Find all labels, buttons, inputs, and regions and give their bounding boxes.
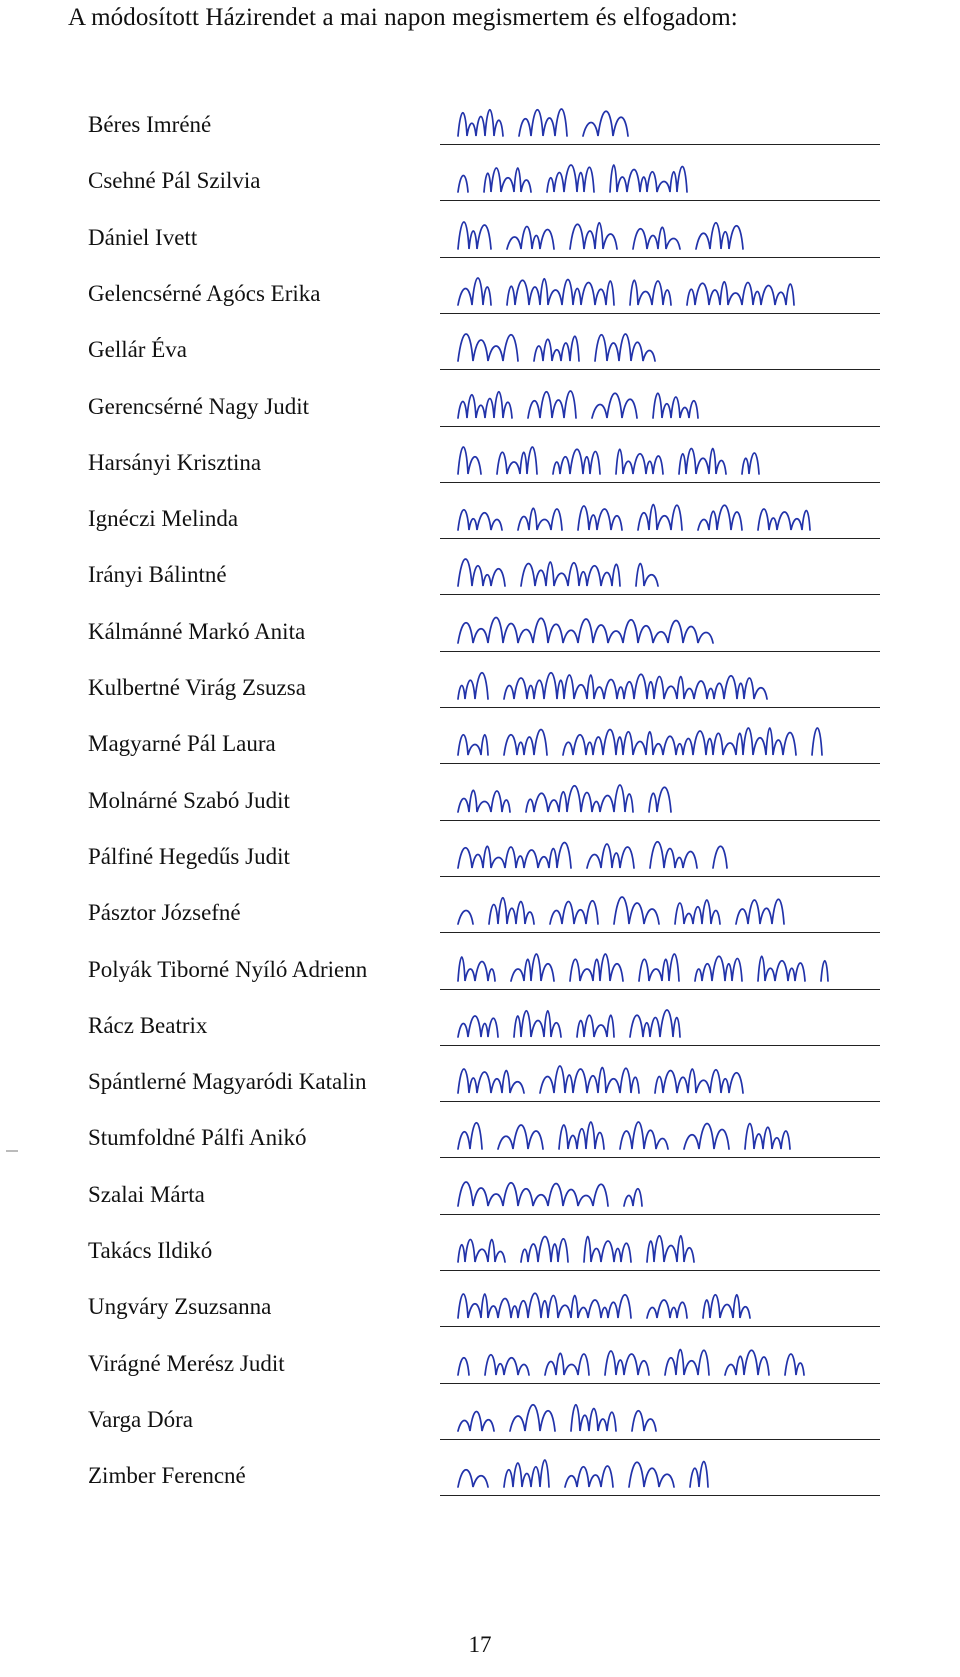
- signatory-name: Gerencsérné Nagy Judit: [88, 394, 309, 419]
- signature-row: [0, 1463, 960, 1521]
- signature-stroke: [458, 785, 671, 812]
- signatory-name: Pálfiné Hegedűs Judit: [88, 844, 290, 869]
- signatory-name: Spántlerné Magyaródi Katalin: [88, 1069, 367, 1094]
- signature-stroke: [458, 1350, 804, 1376]
- signature-line: [440, 313, 880, 314]
- signature-stroke: [458, 728, 822, 755]
- signatory-name: Ungváry Zsuzsanna: [88, 1294, 272, 1319]
- signatory-name: Varga Dóra: [88, 1407, 193, 1432]
- signature-line: [440, 538, 880, 539]
- signature-stroke: [458, 334, 655, 361]
- signature-line: [440, 1214, 880, 1215]
- signature-stroke: [458, 505, 826, 531]
- signature-stroke: [458, 1405, 656, 1431]
- signature-line: [440, 763, 880, 764]
- signature-line: [440, 426, 880, 427]
- document-heading: A módosított Házirendet a mai napon megismertem és elfogadom:: [68, 4, 738, 31]
- signatory-name: Rácz Beatrix: [88, 1013, 208, 1038]
- signature-line: [440, 1326, 880, 1327]
- signature-stroke: [458, 109, 644, 136]
- signature-line: [440, 651, 880, 652]
- signature-line: [440, 257, 880, 258]
- signature-stroke: [458, 897, 784, 924]
- signature-stroke: [458, 1460, 708, 1487]
- signature-stroke: [458, 1122, 806, 1149]
- signature-line: [440, 876, 880, 877]
- signatory-name: Polyák Tiborné Nyíló Adrienn: [88, 957, 368, 982]
- signature-line: [440, 707, 880, 708]
- signatory-name: Pásztor Józsefné: [88, 900, 241, 925]
- signature-stroke: [458, 1066, 743, 1093]
- signatory-name: Csehné Pál Szilvia: [88, 168, 261, 193]
- signature-stroke: [458, 954, 828, 981]
- signatory-name: Kulbertné Virág Zsuzsa: [88, 675, 306, 700]
- signature-line: [440, 989, 880, 990]
- signature-stroke: [458, 842, 727, 868]
- signatory-name: Harsányi Krisztina: [88, 450, 262, 475]
- signature-line: [440, 1439, 880, 1440]
- signature-line: [440, 1383, 880, 1384]
- signatory-name: Irányi Bálintné: [88, 562, 227, 587]
- signature-stroke: [458, 1293, 766, 1318]
- signature-stroke: [458, 618, 713, 644]
- signatory-name: Molnárné Szabó Judit: [88, 788, 290, 813]
- signature-line: [440, 594, 880, 595]
- signature-stroke: [458, 391, 714, 418]
- signature-stroke: [458, 1236, 694, 1262]
- signatory-name: Zimber Ferencné: [88, 1463, 246, 1488]
- signatory-name: Gelencsérné Agócs Erika: [88, 281, 321, 306]
- signature-line: [440, 1157, 880, 1158]
- signature-line: [440, 1101, 880, 1102]
- signature-line: [440, 820, 880, 821]
- signatory-name: Dániel Ivett: [88, 225, 198, 250]
- signatory-name: Ignéczi Melinda: [88, 506, 239, 531]
- signatory-name: Takács Ildikó: [88, 1238, 213, 1263]
- signatory-name: Béres Imréné: [88, 112, 212, 137]
- signature-stroke: [458, 447, 759, 474]
- signature-line: [440, 144, 880, 145]
- signature-line: [440, 369, 880, 370]
- signatory-name: Gellár Éva: [88, 337, 187, 362]
- signature-line: [440, 482, 880, 483]
- signature-stroke: [458, 559, 658, 586]
- signature-line: [440, 200, 880, 201]
- signature-line: [440, 1270, 880, 1271]
- signature-stroke: [458, 1010, 696, 1037]
- signature-line: [440, 932, 880, 933]
- page-number: 17: [468, 1632, 492, 1657]
- signature-stroke: [458, 278, 810, 305]
- signature-stroke: [458, 1182, 642, 1206]
- signature-stroke: [458, 222, 743, 249]
- signatory-name: Szalai Márta: [88, 1182, 205, 1207]
- scan-speck: [6, 1150, 18, 1152]
- signature-stroke: [458, 673, 767, 699]
- signatory-name: Kálmánné Markó Anita: [88, 619, 306, 644]
- signatory-name: Magyarné Pál Laura: [88, 731, 276, 756]
- signature-line: [440, 1495, 880, 1496]
- signature-stroke: [458, 165, 687, 192]
- signatory-name: Stumfoldné Pálfi Anikó: [88, 1125, 307, 1150]
- signature-line: [440, 1045, 880, 1046]
- signatory-name: Virágné Merész Judit: [88, 1351, 285, 1376]
